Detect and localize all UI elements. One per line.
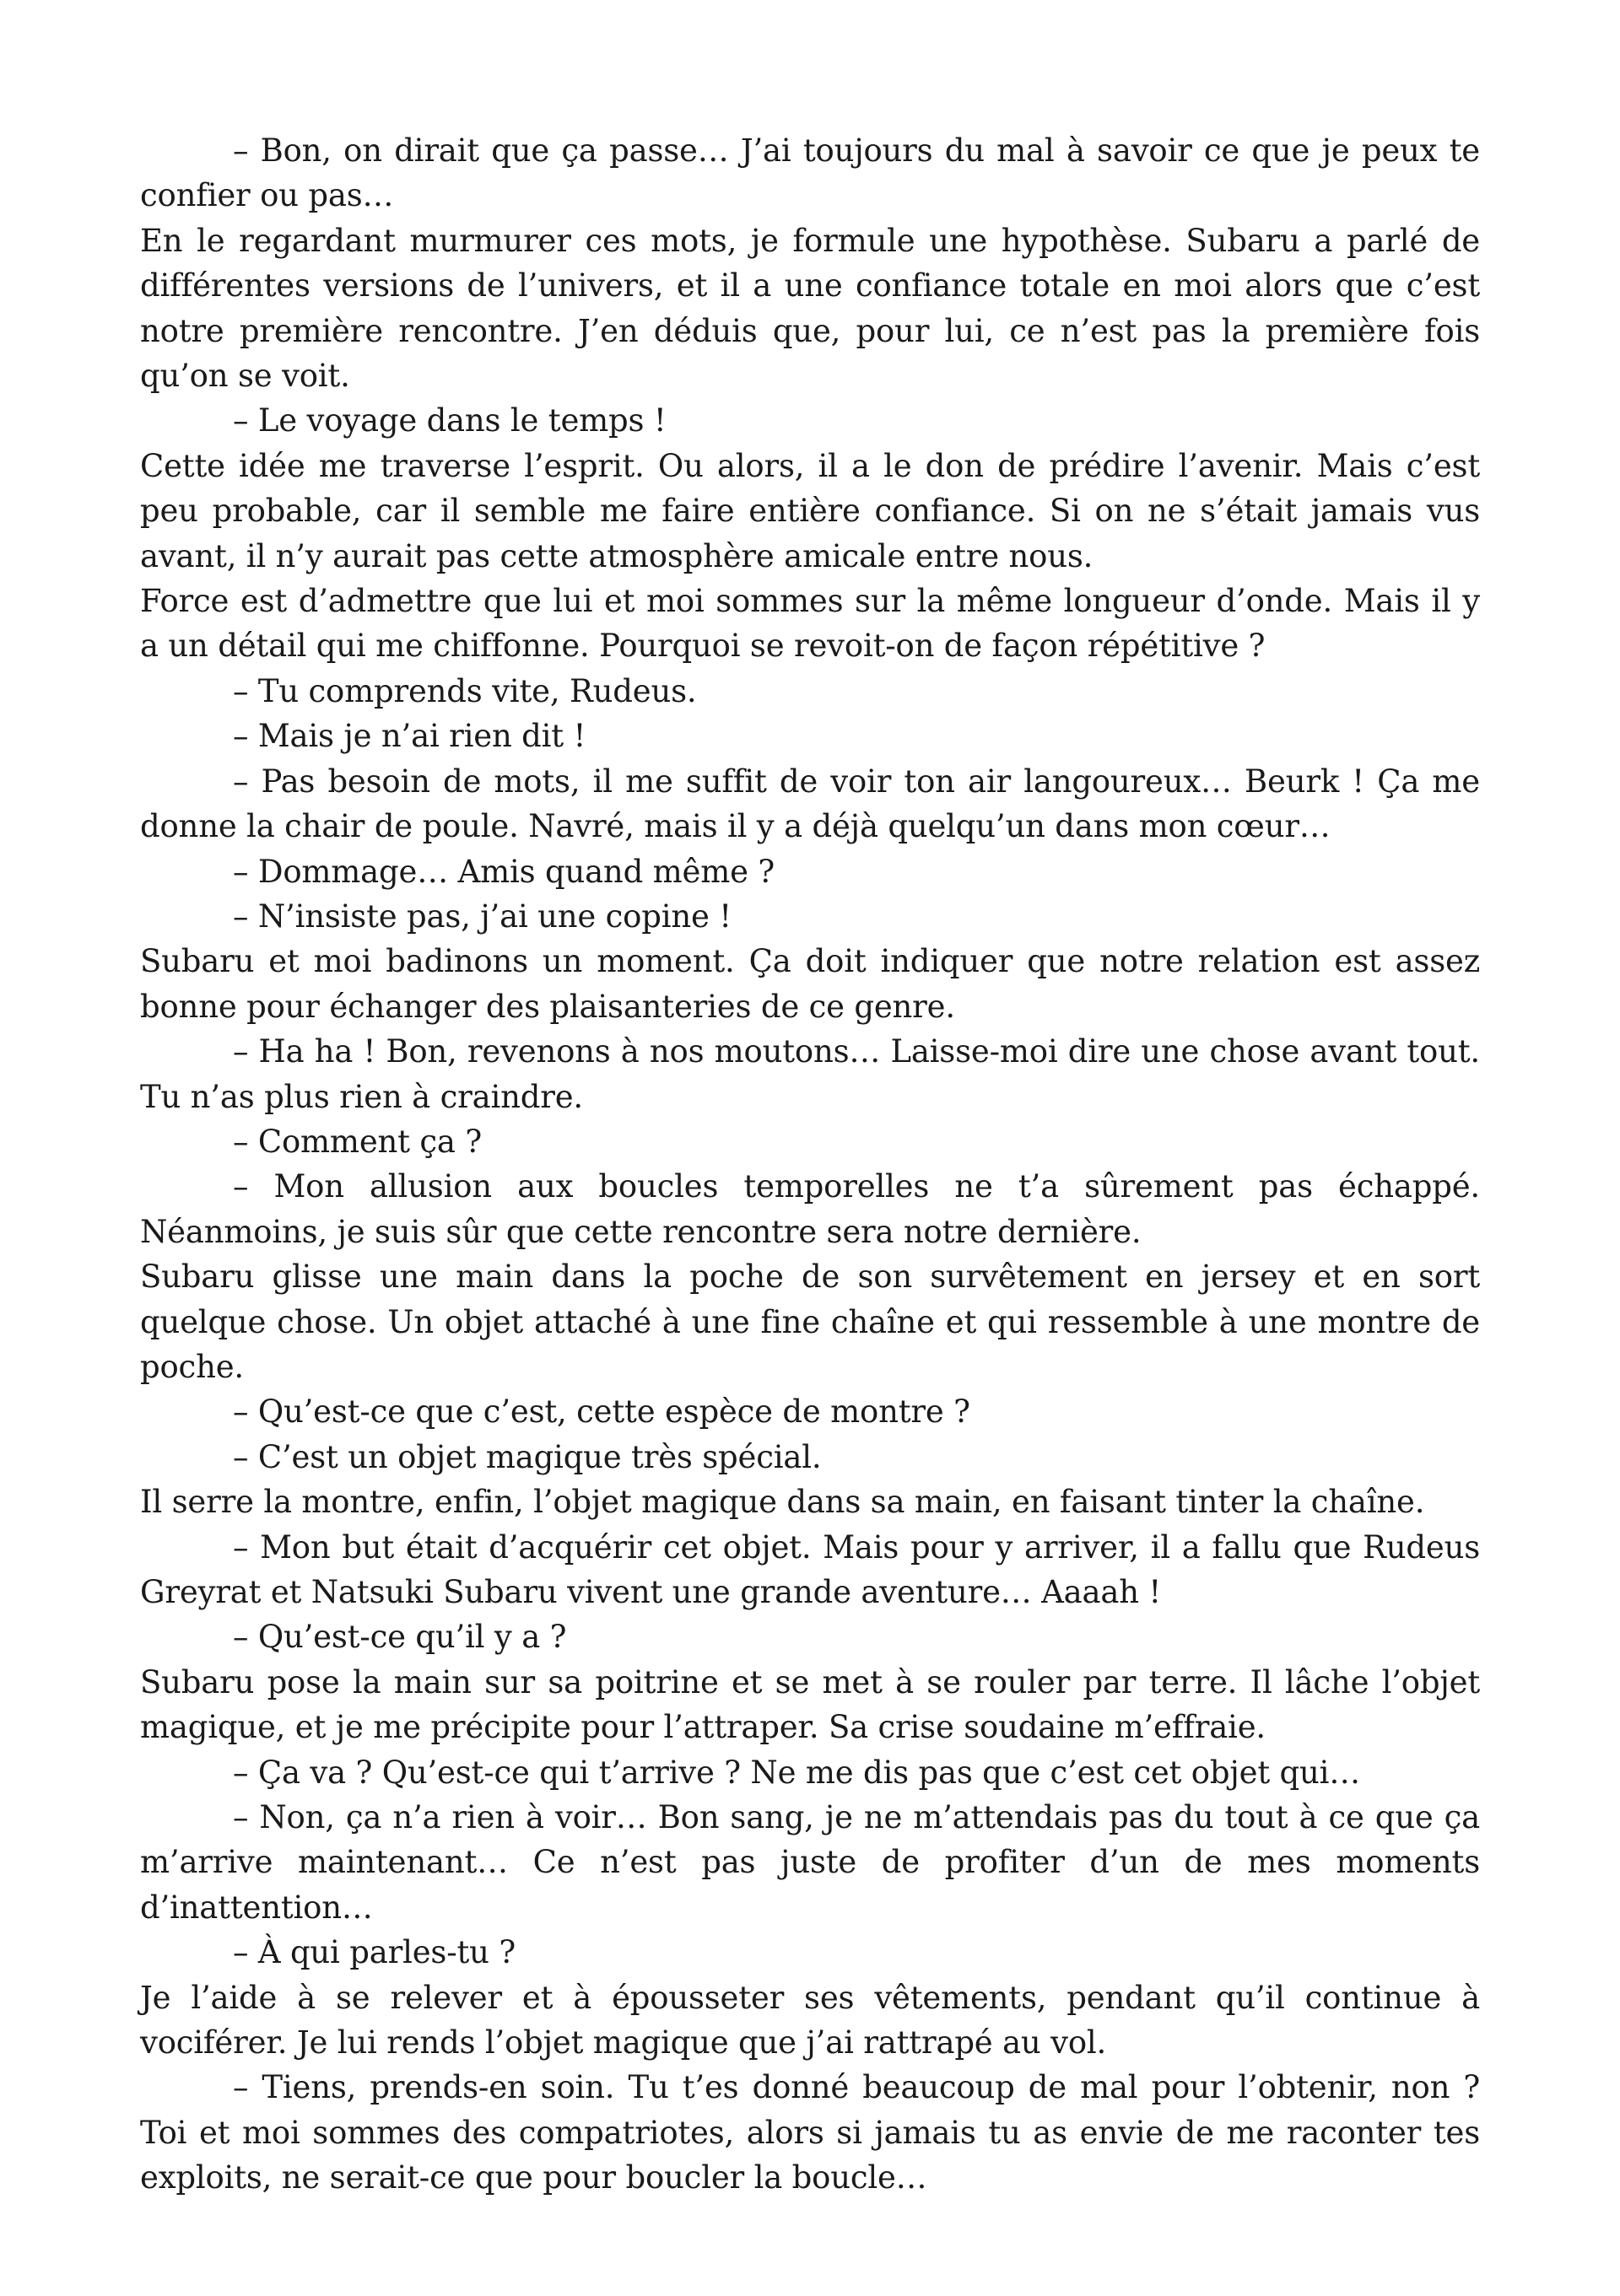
paragraph-dialogue: – Qu’est-ce que c’est, cette espèce de montre ? <box>233 1393 970 1431</box>
paragraph-dialogue: – Mais je n’ai rien dit ! <box>233 718 586 755</box>
paragraph-dialogue: – Qu’est-ce qu’il y a ? <box>233 1619 567 1656</box>
paragraph-dialogue: – Tiens, prends-en soin. Tu t’es donné beaucoup de mal pour l’obtenir, non ? Toi et moi sommes des compatriotes, alors si jamais tu as envie de me raconter tes exploits, ne serait-ce que pour boucler la boucle… <box>140 2069 1480 2196</box>
paragraph-dialogue: – N’insiste pas, j’ai une copine ! <box>233 897 732 935</box>
paragraph-dialogue: – Comment ça ? <box>233 1123 482 1160</box>
paragraph-dialogue: – Pas besoin de mots, il me suffit de voir ton air langoureux… Beurk ! Ça me donne la chair de poule. Navré, mais il y a déjà quelqu’un dans mon cœur… <box>140 763 1480 845</box>
paragraph-dialogue: – Mon allusion aux boucles temporelles ne t’a sûrement pas échappé. Néanmoins, je suis sûr que cette rencontre sera notre dernière. <box>140 1168 1480 1250</box>
paragraph-narration: Subaru pose la main sur sa poitrine et se met à se rouler par terre. Il lâche l’objet magique, et je me précipite pour l’attraper. Sa crise soudaine m’effraie. <box>140 1663 1480 1746</box>
paragraph-dialogue: – C’est un objet magique très spécial. <box>233 1438 822 1475</box>
paragraph-narration: Je l’aide à se relever et à épousseter ses vêtements, pendant qu’il continue à vociférer. Je lui rends l’objet magique que j’ai rattrapé au vol. <box>140 1979 1480 2062</box>
paragraph-narration: Il serre la montre, enfin, l’objet magique dans sa main, en faisant tinter la chaîne. <box>140 1484 1425 1521</box>
paragraph-narration: Cette idée me traverse l’esprit. Ou alors, il a le don de prédire l’avenir. Mais c’est peu probable, car il semble me faire entière confiance. Si on ne s’était jamais vus avant, il n’y aurait pas cette atmosphère amicale entre nous. <box>140 447 1480 574</box>
paragraph-narration: Subaru glisse une main dans la poche de son survêtement en jersey et en sort quelque chose. Un objet attaché à une fine chaîne et qui ressemble à une montre de poche. <box>140 1258 1480 1385</box>
page-body-text <box>140 128 1480 2201</box>
paragraph-dialogue: – Ha ha ! Bon, revenons à nos moutons… Laisse-moi dire une chose avant tout. Tu n’as plus rien à craindre. <box>140 1033 1480 1115</box>
paragraph-dialogue: – Dommage… Amis quand même ? <box>233 853 775 890</box>
paragraph-dialogue: – Tu comprends vite, Rudeus. <box>233 672 697 709</box>
paragraph-narration: En le regardant murmurer ces mots, je formule une hypothèse. Subaru a parlé de différentes versions de l’univers, et il a une confiance totale en moi alors que c’est notre première rencontre. J’en déduis que, pour lui, ce n’est pas la première fois qu’on se voit. <box>140 222 1480 395</box>
paragraph-narration: Subaru et moi badinons un moment. Ça doit indiquer que notre relation est assez bonne pour échanger des plaisanteries de ce genre. <box>140 943 1480 1025</box>
paragraph-dialogue: – Mon but était d’acquérir cet objet. Mais pour y arriver, il a fallu que Rudeus Greyrat et Natsuki Subaru vivent une grande aventure… Aaaah ! <box>140 1528 1480 1610</box>
paragraph-dialogue: – Non, ça n’a rien à voir… Bon sang, je ne m’attendais pas du tout à ce que ça m’arrive maintenant… Ce n’est pas juste de profiter d’un de mes moments d’inattention… <box>140 1799 1480 1926</box>
paragraph-dialogue: – Bon, on dirait que ça passe… J’ai toujours du mal à savoir ce que je peux te confier ou pas… <box>140 132 1480 214</box>
paragraph-dialogue: – Le voyage dans le temps ! <box>233 402 667 439</box>
paragraph-dialogue: – Ça va ? Qu’est-ce qui t’arrive ? Ne me dis pas que c’est cet objet qui… <box>233 1754 1361 1791</box>
paragraph-dialogue: – À qui parles-tu ? <box>233 1934 516 1971</box>
paragraph-narration: Force est d’admettre que lui et moi sommes sur la même longueur d’onde. Mais il y a un détail qui me chiffonne. Pourquoi se revoit-on de façon répétitive ? <box>140 583 1480 665</box>
